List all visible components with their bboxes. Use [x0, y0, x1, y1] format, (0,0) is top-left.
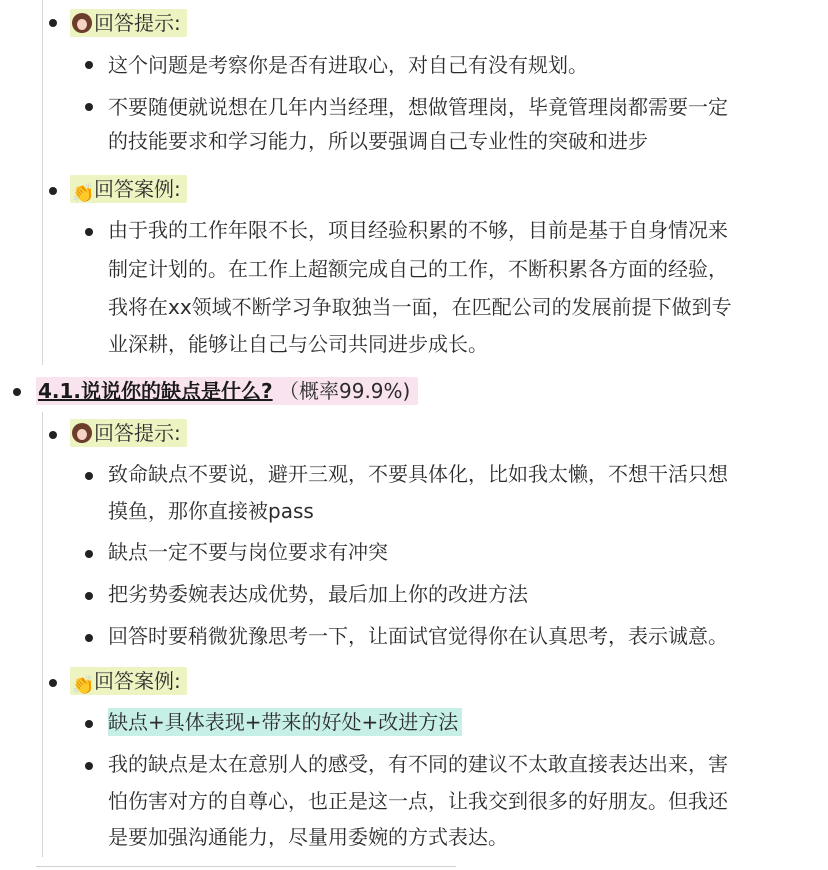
- list-item-text: 致命缺点不要说，避开三观，不要具体化，比如我太懒，不想干活只想: [108, 462, 728, 486]
- clapping-hands-icon: 👏: [72, 675, 95, 696]
- example-label-row: [70, 662, 187, 700]
- example-label: [70, 175, 187, 203]
- list-item-text: 制定计划的。在工作上超额完成自己的工作，不断积累各方面的经验，: [108, 257, 728, 281]
- list-item-text: 把劣势委婉表达成优势，最后加上你的改进方法: [108, 582, 528, 606]
- tips-label: [70, 9, 187, 37]
- bullet: [85, 592, 93, 600]
- example-label-text: 回答案例:: [94, 177, 181, 201]
- bullet: [85, 103, 93, 111]
- tips-label-text: 回答提示:: [94, 421, 181, 445]
- question-row: [36, 372, 418, 410]
- bullet: [13, 388, 21, 396]
- bullet: [85, 228, 93, 236]
- list-item-text: 的技能要求和学习能力，所以要强调自己专业性的突破和进步: [108, 129, 648, 153]
- tips-label-text: 回答提示:: [94, 11, 181, 35]
- bullet: [49, 19, 57, 27]
- indent-guide: [42, 412, 43, 857]
- list-item-text: 是要加强沟通能力，尽量用委婉的方式表达。: [108, 825, 508, 849]
- bullet: [85, 720, 93, 728]
- list-item-text: 由于我的工作年限不长，项目经验积累的不够，目前是基于自身情况来: [108, 218, 728, 242]
- woman-face-icon: [72, 13, 92, 33]
- bullet: [49, 431, 57, 439]
- question-highlight: [36, 377, 418, 405]
- list-item-text: 业深耕，能够让自己与公司共同进步成长。: [108, 332, 488, 356]
- tips-label: [70, 419, 187, 447]
- list-item-text: 怕伤害对方的自尊心，也正是这一点，让我交到很多的好朋友。但我还: [108, 789, 728, 813]
- bullet: [85, 61, 93, 69]
- question-probability: （概率99.9%): [279, 379, 411, 403]
- tips-label-row: [70, 414, 187, 452]
- bullet: [85, 762, 93, 770]
- list-item-text: 缺点一定不要与岗位要求有冲突: [108, 540, 388, 564]
- bullet: [85, 472, 93, 480]
- list-item-text: 这个问题是考察你是否有进取心，对自己有没有规划。: [108, 53, 588, 77]
- question-title: 4.1.说说你的缺点是什么?: [38, 379, 273, 403]
- tips-label-row: [70, 4, 187, 42]
- formula-row: [108, 703, 462, 741]
- example-label-row: [70, 170, 187, 208]
- formula-highlight: 缺点+具体表现+带来的好处+改进方法: [108, 708, 462, 736]
- bullet: [85, 550, 93, 558]
- list-item-text: 我将在xx领域不断学习争取独当一面，在匹配公司的发展前提下做到专: [108, 295, 732, 319]
- clapping-hands-icon: 👏: [72, 183, 95, 204]
- bullet: [85, 634, 93, 642]
- woman-face-icon: [72, 423, 92, 443]
- list-item-text: 不要随便就说想在几年内当经理，想做管理岗，毕竟管理岗都需要一定: [108, 95, 728, 119]
- bottom-divider: [36, 866, 456, 867]
- list-item-text: 回答时要稍微犹豫思考一下，让面试官觉得你在认真思考，表示诚意。: [108, 624, 728, 648]
- list-item-text: 摸鱼，那你直接被pass: [108, 499, 314, 523]
- bullet: [49, 679, 57, 687]
- bullet: [49, 187, 57, 195]
- list-item-text: 我的缺点是太在意别人的感受，有不同的建议不太敢直接表达出来，害: [108, 752, 728, 776]
- example-label-text: 回答案例:: [94, 669, 181, 693]
- example-label: [70, 667, 187, 695]
- indent-guide: [42, 0, 43, 365]
